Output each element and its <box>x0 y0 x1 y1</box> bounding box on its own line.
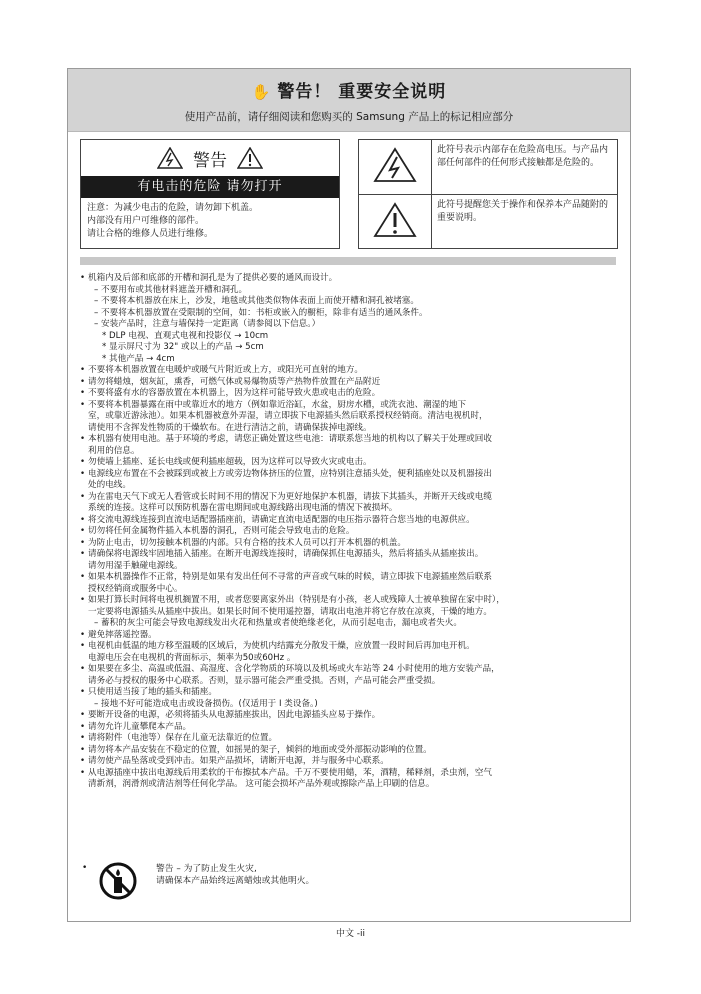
exclamation-triangle-icon <box>373 202 417 242</box>
bullet-item: • 本机器有使用电池。基于环境的考虑，请您正确处置这些电池：请联系您当地的机构以了解关于处理或回收 <box>80 434 620 446</box>
bullet-item: • 请勿将蜡烛，烟灰缸，熏香，可燃气体或易爆物质等产热物件放置在产品附近 <box>80 377 620 389</box>
list-item: 清新剂，润滑剂或清洁剂等任何化学品。 这可能会损坏产品外观或擦除产品上印刷的信息。 <box>88 779 435 789</box>
list-item: * 显示屏尺寸为 32" 或以上的产品 → 5cm <box>102 342 264 352</box>
list-item: 系统的连接。这样可以预防机器在雷电期间或电源线路出现电涌的情况下被损坏。 <box>88 503 398 513</box>
page-number: 中文 -ii <box>335 929 366 939</box>
shock-warning-box <box>80 139 340 249</box>
lightning-triangle-icon <box>373 147 417 187</box>
warning-heading: 警告 <box>193 150 227 171</box>
list-item: 请务必与授权的服务中心联系。否则，显示器可能会严重受损。否则，产品可能会严重受损。 <box>88 675 441 686</box>
bullet-item: • 电源线应布置在不会被踩到或被上方或旁边物体挤压的位置，应特别注意插头处，便利插座处以及机器接出 <box>80 469 620 481</box>
bullet-item: • 不要将盛有水的容器放置在本机器上，因为这样可能导致火患或电击的危险。 <box>80 388 620 400</box>
symbol-legend-table <box>358 139 618 249</box>
bullet-item: • 如果本机器操作不正常，特别是如果有发出任何不寻常的声音或气味的时候，请立即拔下电源插座然后联系 <box>80 572 620 584</box>
bullet-item: • 要断开设备的电源，必须将插头从电源插座拔出，因此电源插头应易于操作。 <box>80 710 620 722</box>
list-item: – 不要将本机器放置在受限制的空间，如：书柜或嵌入的橱柜，除非有适当的通风条件。 <box>94 307 428 318</box>
no-open-flame-icon <box>98 861 138 901</box>
safety-page <box>67 68 631 922</box>
symbol-row: 此符号提醒您关于操作和保养本产品随附的重要说明。 <box>359 194 617 249</box>
list-item: 电源电压会在电视机的背面标示，频率为50或60Hz 。 <box>88 652 296 663</box>
section-divider <box>80 257 616 265</box>
bullet-item: • 如果打算长时间将电视机搁置不用，或者您要离家外出（特别是有小孩，老人或残障人士被单独留在家中时）， <box>80 595 620 607</box>
list-item: 室，或靠近游泳池）。如果本机器被意外弄湿，请立即拔下电源插头然后联系授权经销商。清洁电视机时， <box>88 411 488 421</box>
bullet-item: • 机箱内及后部和底部的开槽和洞孔是为了提供必要的通风而设计。 <box>80 273 620 285</box>
list-item: * DLP 电视、直观式电视和投影仪 → 10cm <box>102 330 269 341</box>
page-subtitle: 使用产品前，请仔细阅读和您购买的 Samsung 产品上的标记相应部分 <box>184 111 514 123</box>
hand-icon: ✋ <box>251 83 272 101</box>
bullet-item: • 请确保将电源线牢固地插入插座。在断开电源线连接时，请确保抓住电源插头，然后将插头从插座拔出。 <box>80 549 620 561</box>
list-item: 请勿用湿手触碰电源线。 <box>88 560 183 571</box>
bullet-item: • 请勿将本产品安装在不稳定的位置，如摇晃的架子，倾斜的地面或受外部振动影响的位置。 <box>80 745 620 757</box>
list-item: – 不要将本机器放在床上，沙发，地毯或其他类似物体表面上而使开槽和洞孔被堵塞。 <box>94 296 419 306</box>
candle-caution: • 警告 – 为了防止发生火灾, 请确保本产品始终远离蜡烛或其他明火。 <box>82 861 622 907</box>
exclamation-triangle-icon <box>237 147 263 169</box>
warning-note: 注意：为减少电击的危险，请勿卸下机盖。 内部没有用户可维修的部件。 请让合格的维修人员进行维修。 <box>87 203 259 239</box>
bullet-item: • 将交流电源线连接到直流电适配器插座前，请确定直流电适配器的电压指示器符合您当地的电源供应。 <box>80 515 620 527</box>
list-item: – 安装产品时，注意与墙保持一定距离（请参阅以下信息。） <box>94 319 321 329</box>
caution-line-1: 警告 – 为了防止发生火灾, <box>156 864 257 874</box>
list-item: – 蓄积的灰尘可能会导致电源线发出火花和热量或者使绝缘老化，从而引起电击，漏电或者失火。 <box>94 618 462 628</box>
bullet-item: • 从电源插座中拔出电源线后用柔软的干布擦拭本产品。千万不要使用蜡，苯，酒精，稀释剂，杀虫剂，空气 <box>80 768 620 780</box>
bullet-item: • 切勿将任何金属物件插入本机器的洞孔，否则可能会导致电击的危险。 <box>80 526 620 538</box>
bullet-item: • 请勿使产品坠落或受到冲击。如果产品损坏，请断开电源，并与服务中心联系。 <box>80 756 620 768</box>
header <box>68 69 630 132</box>
bullet-item: • 只使用适当接了地的插头和插座。 <box>80 687 620 699</box>
list-item: * 其他产品 → 4cm <box>102 353 175 364</box>
list-item: 一定要将电源插头从插座中拔出。如果长时间不使用遥控器，请取出电池并将它存放在凉爽，干燥的地方。 <box>88 606 492 617</box>
lightning-triangle-icon <box>157 147 183 169</box>
bullet-item: • 电视机由低温的地方移至温暖的区域后，为使机内结露充分散发干燥，应放置一段时间后再加电开机。 <box>80 641 620 653</box>
list-item: 授权经销商或服务中心。 <box>88 583 183 594</box>
bullet-item: • 避免摔落遥控器。 <box>80 630 620 642</box>
bullet-item: • 如果要在多尘、高温或低温、高湿度、含化学物质的环境以及机场或火车站等 24 小时使用的地方安装产品， <box>80 664 620 676</box>
list-item: – 不要用布或其他材料遮盖开槽和洞孔。 <box>94 284 248 295</box>
bullet-item: • 不要将本机器放置在电暖炉或暖气片附近或上方，或阳光可直射的地方。 <box>80 365 620 377</box>
bullet-item: • 请将附件（电池等）保存在儿童无法靠近的位置。 <box>80 733 620 745</box>
list-item: – 接地不好可能造成电击或设备损伤。(仅适用于 I 类设备。) <box>94 698 318 709</box>
bullet-item: • 为防止电击，切勿接触本机器的内部。只有合格的技术人员可以打开本机器的机盖。 <box>80 538 620 550</box>
bullet-item: • 为在雷电天气下或无人看管或长时间不用的情况下为更好地保护本机器，请拔下其插头，并断开天线或电缆 <box>80 492 620 504</box>
safety-instructions <box>80 273 620 791</box>
bullet-item: • 不要将本机器暴露在雨中或靠近水的地方（例如靠近浴缸，水盆，厨房水槽，或洗衣池、潮湿的地下 <box>80 400 620 412</box>
shock-risk-bar: 有电击的危险 请勿打开 <box>81 176 339 198</box>
bullet-item: • 勿使墙上插座、延长电线或便利插座超载，因为这样可以导致火灾或电击。 <box>80 457 620 469</box>
caution-line-2: 请确保本产品始终远离蜡烛或其他明火。 <box>156 876 315 886</box>
bullet-item: • 请勿允许儿童攀爬本产品。 <box>80 722 620 734</box>
page-title: 警告！ 重要安全说明 <box>277 82 447 102</box>
list-item: 处的电线。 <box>88 480 131 490</box>
symbol-row: 此符号表示内部存在危险高电压。与产品内部任何部件的任何形式接触都是危险的。 <box>359 140 617 194</box>
list-item: 请使用不含挥发性物质的干燥软布。在进行清洁之前，请确保拔掉电源线。 <box>88 422 372 433</box>
list-item: 利用的信息。 <box>88 445 140 456</box>
